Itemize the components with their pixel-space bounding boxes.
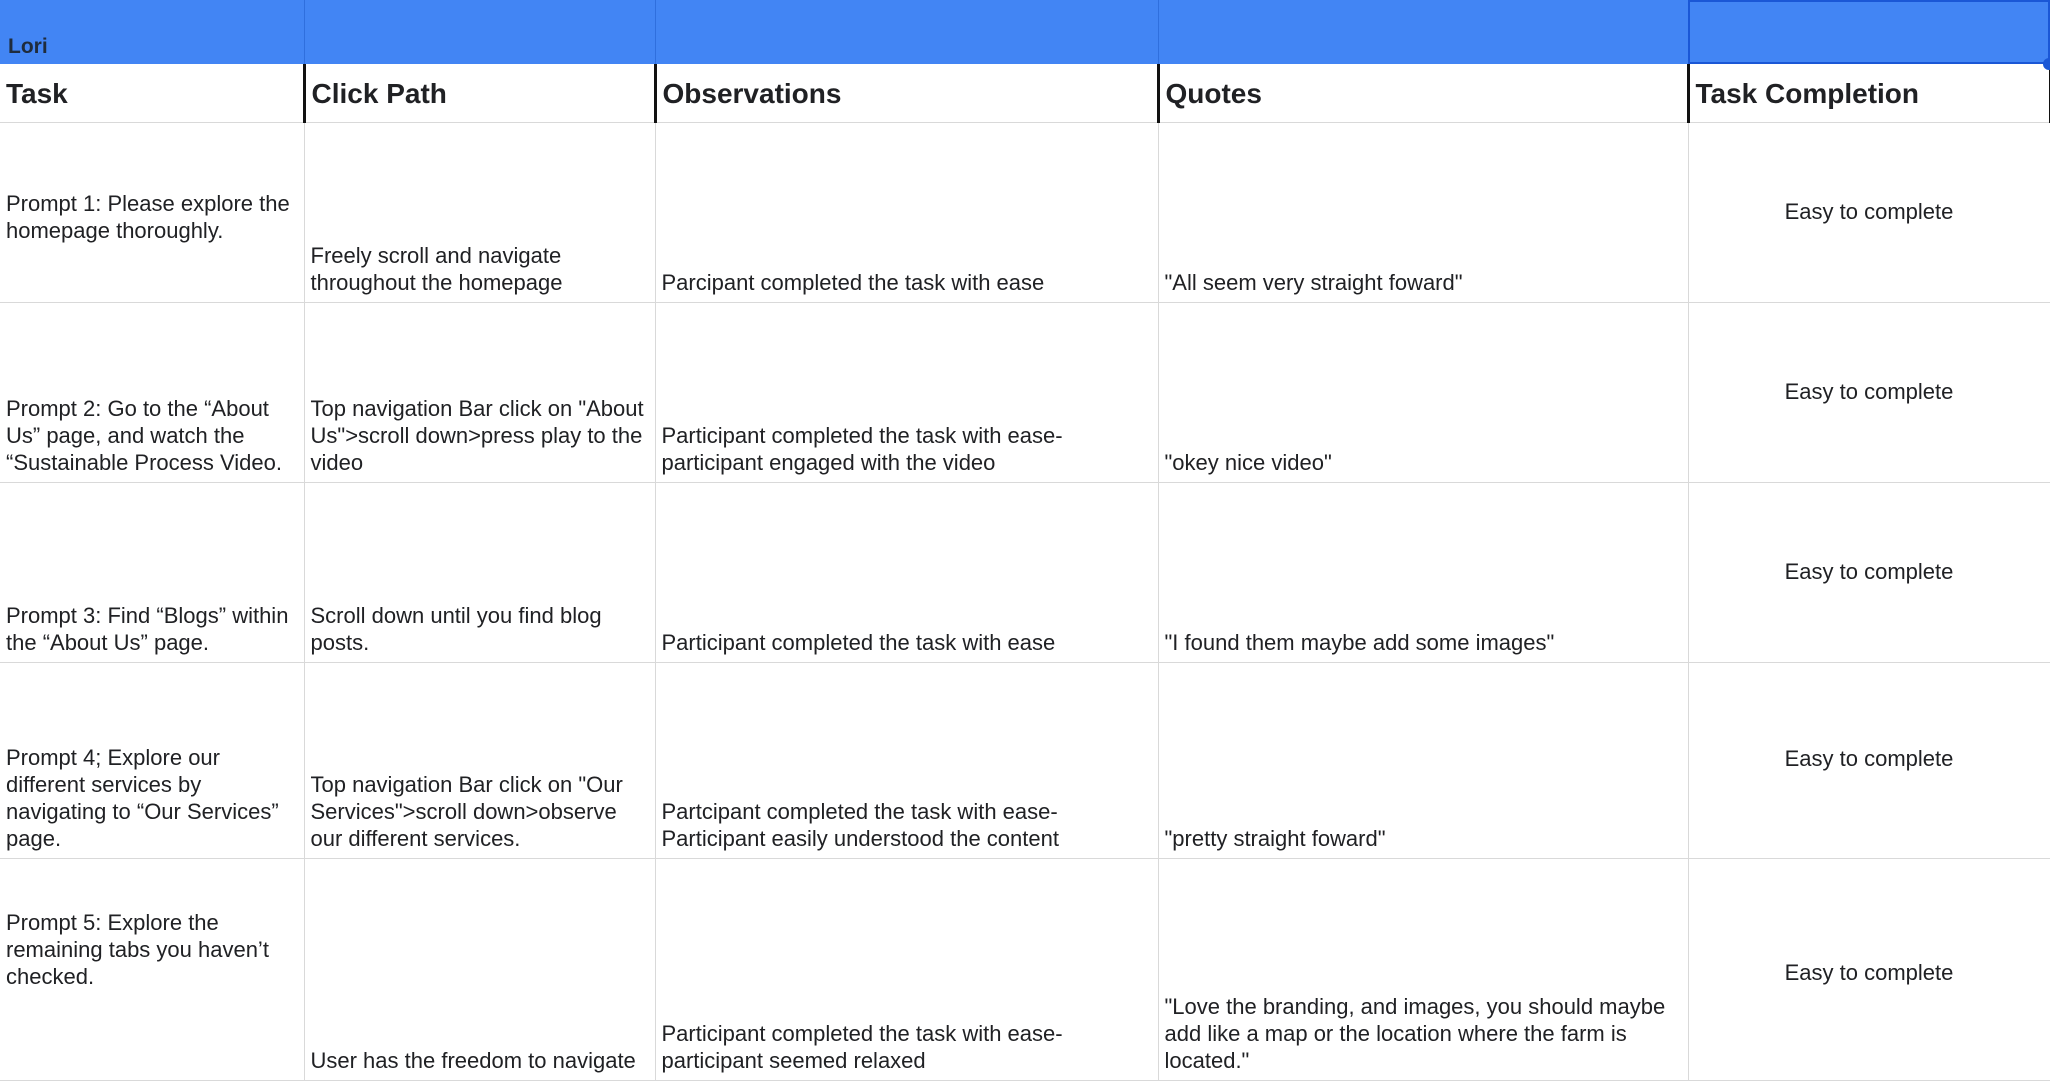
observations-cell[interactable]: Participant completed the task with ease-participant seemed relaxed xyxy=(655,859,1158,1081)
selection-handle[interactable] xyxy=(2043,58,2050,70)
banner-cell-selected[interactable] xyxy=(1688,0,2050,64)
quotes-cell[interactable]: "pretty straight foward" xyxy=(1158,663,1688,859)
observations-cell[interactable]: Participant completed the task with ease xyxy=(655,483,1158,663)
completion-value: Easy to complete xyxy=(1784,559,1954,584)
participant-name: Lori xyxy=(8,35,48,58)
task-cell[interactable]: Prompt 3: Find “Blogs” within the “About Us” page. xyxy=(0,483,304,663)
participant-name-cell[interactable] xyxy=(0,0,304,64)
quotes-cell[interactable]: "Love the branding, and images, you should maybe add like a map or the location where the farm is located." xyxy=(1158,859,1688,1081)
participant-banner-row xyxy=(0,0,2050,64)
completion-value: Easy to complete xyxy=(1784,746,1954,771)
banner-cell[interactable] xyxy=(655,0,1158,64)
banner-cell[interactable] xyxy=(1158,0,1688,64)
completion-value: Easy to complete xyxy=(1784,199,1954,224)
completion-cell[interactable] xyxy=(1688,663,2050,859)
task-cell[interactable]: Prompt 5: Explore the remaining tabs you haven’t checked. xyxy=(0,859,304,1081)
task-cell[interactable]: Prompt 1: Please explore the homepage thoroughly. xyxy=(0,123,304,303)
completion-value: Easy to complete xyxy=(1784,379,1954,404)
click-path-cell[interactable]: User has the freedom to navigate xyxy=(304,859,655,1081)
table-row xyxy=(0,663,2050,859)
observations-cell[interactable]: Partcipant completed the task with ease-Participant easily understood the content xyxy=(655,663,1158,859)
observations-cell[interactable]: Participant completed the task with ease-participant engaged with the video xyxy=(655,303,1158,483)
table-row xyxy=(0,859,2050,1081)
quotes-cell[interactable]: "okey nice video" xyxy=(1158,303,1688,483)
table-row xyxy=(0,303,2050,483)
click-path-cell[interactable]: Top navigation Bar click on "Our Services">scroll down>observe our different services. xyxy=(304,663,655,859)
task-cell[interactable]: Prompt 4; Explore our different services by navigating to “Our Services” page. xyxy=(0,663,304,859)
quotes-cell[interactable]: "All seem very straight foward" xyxy=(1158,123,1688,303)
task-cell[interactable]: Prompt 2: Go to the “About Us” page, and watch the “Sustainable Process Video. xyxy=(0,303,304,483)
header-observations[interactable]: Observations xyxy=(655,64,1158,123)
header-quotes[interactable]: Quotes xyxy=(1158,64,1688,123)
header-task-completion[interactable]: Task Completion xyxy=(1688,64,2050,123)
completion-value: Easy to complete xyxy=(1784,960,1954,985)
header-task[interactable]: Task xyxy=(0,64,304,123)
table-row xyxy=(0,483,2050,663)
completion-cell[interactable] xyxy=(1688,483,2050,663)
completion-cell[interactable] xyxy=(1688,303,2050,483)
click-path-cell[interactable]: Freely scroll and navigate throughout the homepage xyxy=(304,123,655,303)
banner-cell[interactable] xyxy=(304,0,655,64)
completion-cell[interactable] xyxy=(1688,123,2050,303)
click-path-cell[interactable]: Top navigation Bar click on "About Us">scroll down>press play to the video xyxy=(304,303,655,483)
header-click-path[interactable]: Click Path xyxy=(304,64,655,123)
observations-cell[interactable]: Parcipant completed the task with ease xyxy=(655,123,1158,303)
header-row xyxy=(0,64,2050,123)
table-row xyxy=(0,123,2050,303)
quotes-cell[interactable]: "I found them maybe add some images" xyxy=(1158,483,1688,663)
click-path-cell[interactable]: Scroll down until you find blog posts. xyxy=(304,483,655,663)
completion-cell[interactable] xyxy=(1688,859,2050,1081)
